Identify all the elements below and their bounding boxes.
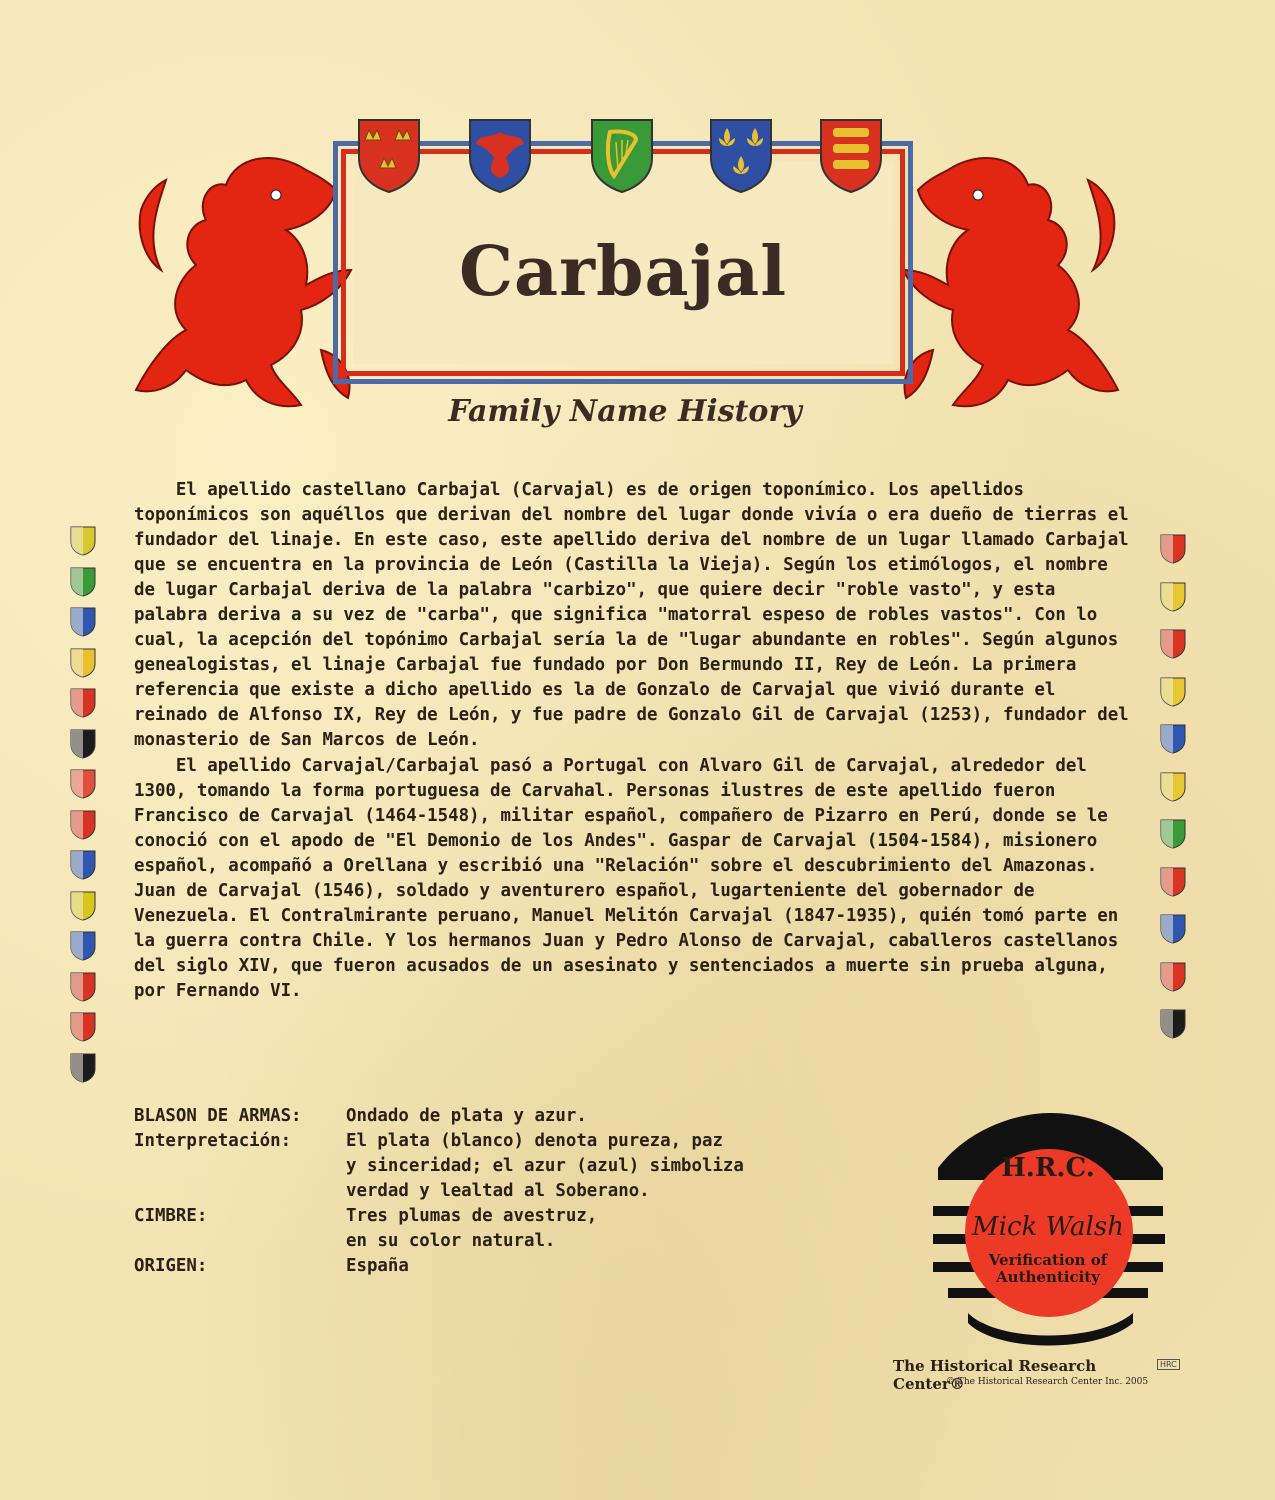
footer-organization: The Historical Research Center®: [893, 1357, 1097, 1393]
small-shield-icon: [70, 1053, 96, 1083]
small-shield-icon: [70, 810, 96, 840]
attribute-row: [134, 1129, 826, 1204]
family-history-text: [134, 478, 1136, 1004]
attribute-value: España: [346, 1256, 409, 1276]
history-paragraph: El apellido Carvajal/Carbajal pasó a Portugal con Alvaro Gil de Carvajal, alrededor del 1300, tomando la forma portuguesa de Carvahal. Personas ilustres de este apellido fueron Francisco de Carvajal (1464-1548), militar español, compañero de Pizarro en Perú, donde se le conoció con el apodo de "El Demonio de los Andes". Gaspar de Carvajal (1504-1584), misionero español, acompañó a Orellana y escribió una "Relación" sobre el descubrimiento del Amazonas. Juan de Carvajal (1546), soldado y aventurero español, lugarteniente del gobernador de Venezuela. El Contralmirante peruano, Manuel Melitón Carvajal (1847-1935), quién tomó parte en la guerra contra Chile. Y los hermanos Juan y Pedro Alonso de Carvajal, caballeros castellanos del siglo XIV, que fueron acusados de un asesinato y sentenciados a muerte sin prueba alguna, por Fernando VI.: [134, 755, 1119, 1001]
small-shield-icon: [70, 850, 96, 880]
attribute-row: [134, 1204, 826, 1254]
rampant-lion-left-icon: [126, 140, 356, 415]
small-shield-icon: [70, 688, 96, 718]
heraldic-attributes: [134, 1104, 826, 1279]
small-shield-icon: [1160, 914, 1186, 944]
attribute-row: [134, 1104, 826, 1129]
seal-organization: H.R.C.: [1001, 1153, 1095, 1183]
small-shield-icon: [70, 648, 96, 678]
attribute-label: CIMBRE:: [134, 1206, 208, 1226]
rampant-lion-right-icon: [898, 140, 1128, 415]
footer-badge: HRC: [1157, 1359, 1180, 1370]
small-shield-icon: [70, 607, 96, 637]
small-shield-icon: [1160, 629, 1186, 659]
small-shield-icon: [70, 931, 96, 961]
seal-signature: Mick Walsh: [972, 1212, 1124, 1242]
small-shield-icon: [70, 972, 96, 1002]
harp-shield-icon: [590, 118, 654, 194]
seal-caption-line: Verification of: [988, 1251, 1108, 1269]
small-shield-icon: [1160, 677, 1186, 707]
crowns-shield-icon: [357, 118, 421, 194]
fleur-de-lis-shield-icon: [709, 118, 773, 194]
attribute-label: BLASON DE ARMAS:: [134, 1106, 302, 1126]
small-shield-icon: [1160, 962, 1186, 992]
attribute-value: en su color natural.: [346, 1231, 556, 1251]
small-shield-icon: [70, 1012, 96, 1042]
surname-title: Carbajal: [458, 232, 788, 312]
small-shield-icon: [1160, 819, 1186, 849]
small-shield-icon: [70, 567, 96, 597]
small-shield-icon: [70, 729, 96, 759]
attribute-value: Tres plumas de avestruz,: [346, 1206, 598, 1226]
attribute-value: El plata (blanco) denota pureza, paz: [346, 1131, 723, 1151]
attribute-value: verdad y lealtad al Soberano.: [346, 1181, 650, 1201]
attribute-label: ORIGEN:: [134, 1256, 208, 1276]
attribute-row: [134, 1254, 826, 1279]
small-shield-icon: [1160, 724, 1186, 754]
seal-caption-line: Authenticity: [996, 1268, 1100, 1286]
history-paragraph: El apellido castellano Carbajal (Carvajal) es de origen toponímico. Los apellidos toponímicos son aquéllos que derivan del nombre del lugar donde vivía o era dueño de tierras el fundador del linaje. En este caso, este apellido deriva del nombre de un lugar llamado Carbajal que se encuentra en la provincia de León (Castilla la Vieja). Según los etimólogos, el nombre de lugar Carbajal deriva de la palabra "carbizo", que quiere decir "roble vasto", y esta palabra deriva a su vez de "carba", que significa "matorral espeso de robles vastos". Con lo cual, la acepción del topónimo Carbajal sería la de "lugar abundante en robles". Según algunos genealogistas, el linaje Carbajal fue fundado por Don Bermundo II, Rey de León. La primera referencia que existe a dicho apellido es la de Gonzalo de Carvajal que vivió durante el reinado de Alfonso IX, Rey de León, y fue padre de Gonzalo Gil de Carvajal (1253), fundador del monasterio de San Marcos de León.: [134, 480, 1129, 751]
small-shield-icon: [1160, 867, 1186, 897]
small-shield-icon: [1160, 534, 1186, 564]
small-shield-icon: [1160, 772, 1186, 802]
small-shield-icon: [70, 769, 96, 799]
small-shield-icon: [1160, 1009, 1186, 1039]
eagle-shield-icon: [468, 118, 532, 194]
lions-shield-icon: [819, 118, 883, 194]
seal-caption: [968, 1252, 1128, 1286]
page-subtitle: Family Name History: [448, 394, 802, 429]
footer-copyright: © The Historical Research Center Inc. 2005: [946, 1377, 1149, 1387]
attribute-value: y sinceridad; el azur (azul) simboliza: [346, 1156, 744, 1176]
attribute-label: Interpretación:: [134, 1131, 292, 1151]
small-shield-icon: [70, 891, 96, 921]
small-shield-icon: [70, 526, 96, 556]
small-shield-icon: [1160, 582, 1186, 612]
attribute-value: Ondado de plata y azur.: [346, 1106, 587, 1126]
